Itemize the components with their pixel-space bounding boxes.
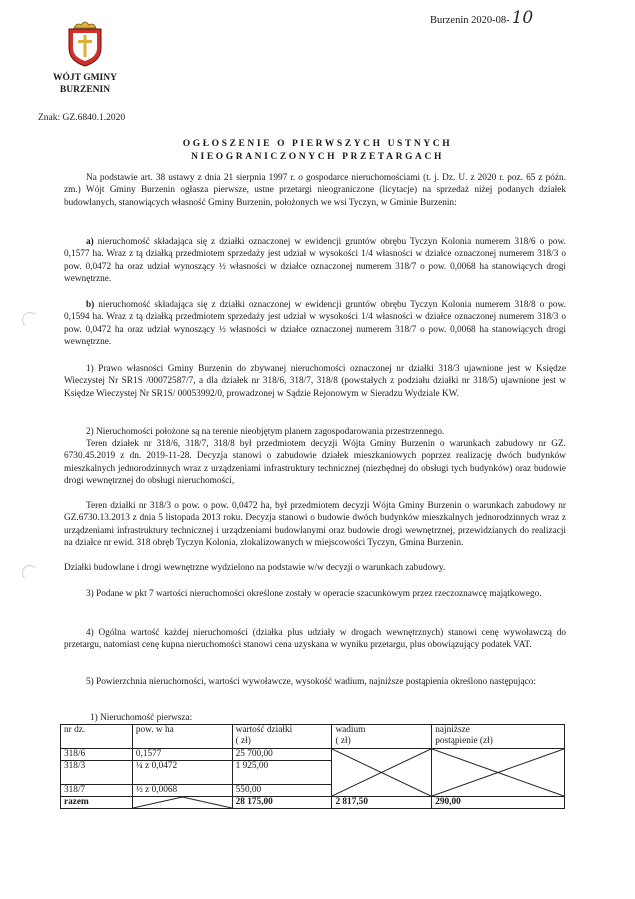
cell-total-value: 28 175,00 [232,797,332,809]
cell-area: 0,1577 [132,749,232,761]
cell-total-min-bid: 290,00 [432,797,565,809]
header-deposit-label: wadium [335,725,366,735]
header-deposit-unit: ( zł) [335,736,351,746]
table-row [61,749,565,761]
cell-value: 25 700,00 [232,749,332,761]
point-2-paragraph-a: Teren działek nr 318/6, 318/7, 318/8 był przedmiotem decyzji Wójta Gminy Burzenin o warunkach zabudowy nr GZ. 6730.45.2019 z dn. 2019-11-28. Decyzja stanowi o zabudowie działek mieszkaniowych poprzez realizację dwóch budynków mieszkalnych jednorodzinnych wraz z urządzeniami infrastruktury technicznej (niezbędnej do obsługi tych budynków) oraz budowie drogi wewnętrznej do obsługi nieruchomości, [64,439,566,487]
crossed-cell-min-bid [432,749,565,797]
office-line-1: WÓJT GMINY [53,73,117,83]
item-b-paragraph [64,299,566,349]
header-deposit [332,725,432,749]
point-3-paragraph: 3) Podane w pkt 7 wartości nieruchomości określone zostały w operacie szacunkowym przez rzeczoznawcę majątkowego. [86,589,542,599]
property-table [60,724,565,809]
point-2-paragraph-c: Działki budowlane i drogi wewnętrzne wydzielono na podstawie w/w decyzji o warunkach zabudowy. [64,563,446,573]
header-value [232,725,332,749]
document-date [430,8,533,28]
issuing-office [30,72,140,96]
item-b-label: b) [86,300,95,310]
reference-number: Znak: GZ.6840.1.2020 [38,113,126,123]
table-caption: 1) Nieruchomość pierwsza: [90,713,193,723]
item-a-paragraph [64,236,566,286]
item-a-label: a) [86,237,94,247]
cell-total-label: razem [61,797,133,809]
punch-hole-mark [22,565,38,581]
header-value-unit: ( zł) [235,736,251,746]
header-plot-number: nr dz. [61,725,133,749]
table-total-row [61,797,565,809]
office-line-2: BURZENIN [59,85,111,95]
point-5-paragraph: 5) Powierzchnia nieruchomości, wartości wywoławcze, wysokość wadium, najniższe postąpienia określono następująco: [86,677,536,687]
cell-area: ¼ z 0,0472 [132,761,232,785]
crossed-cell-total-area [132,797,232,809]
punch-hole-mark [22,312,38,328]
date-printed: Burzenin 2020-08- [430,15,510,26]
item-b-text: nieruchomość składająca się z działki oznaczonej w ewidencji gruntów obrębu Tyczyn Kolonia numerem 318/8 o pow. 0,1594 ha. Wraz z tą działką przedmiotem sprzedaży jest udział w wysokości 1/4 własności w działce oznaczonej numerem 318/3 o pow. 0,0472 ha oraz udział wynoszący ½ własności w działce oznaczonej numerem 318/7 o pow. 0,0068 ha stanowiących drogi wewnętrzne. [64,300,566,348]
header-value-label: wartość działki [235,725,293,735]
intro-paragraph: Na podstawie art. 38 ustawy z dnia 21 sierpnia 1997 r. o gospodarce nieruchomościami (t. j. Dz. U. z 2020 r. poz. 65 z późn. zm.) Wójt Gminy Burzenin ogłasza pierwsze, ustne przetargi nieograniczone (licytacje) na sprzedaż niżej podanych działek budowlanych, stanowiących własność Gminy Burzenin, położonych we wsi Tyczyn, w Gminie Burzenin: [64,173,566,208]
header-area: pow. w ha [132,725,232,749]
municipal-crest-icon [65,18,105,68]
table-header-row [61,725,565,749]
cell-plot-number: 318/6 [61,749,133,761]
cell-total-deposit: 2 817,50 [332,797,432,809]
point-2-heading: 2) Nieruchomości położone są na terenie nieobjętym planem zagospodarowania przestrzennego. [86,427,445,437]
point-4-paragraph: 4) Ogólna wartość każdej nieruchomości (działka plus udziały w drogach wewnętrznych) stanowi cenę wywoławczą do przetargu, natomiast cenę kupna nieruchomości stanowi cena uzyskana w wyniku przetargu, plus obowiązujący podatek VAT. [64,628,566,651]
announcement-title-line-1: OGŁOSZENIE O PIERWSZYCH USTNYCH [182,139,453,149]
point-1-paragraph: 1) Prawo własności Gminy Burzenin do zbywanej nieruchomości oznaczonej nr działki 318/3 ujawnione jest w Księdze Wieczystej Nr SR1S /00072587/7, a dla działek nr 318/6, 318/7, 318/8 (powstałych z podziału działki nr 318/5) ujawnione jest w Księdze Wieczystej Nr SR1S/ 00053992/0, prowadzonej w Sądzie Rejonowym w Sieradzu Wydziale KW. [64,364,566,399]
cell-plot-number: 318/7 [61,785,133,797]
point-2-paragraph-b: Teren działki nr 318/3 o pow. o pow. 0,0472 ha, był przedmiotem decyzji Wójta Gminy Burzenin o warunkach zabudowy nr GZ.6730.13.2013 z dnia 5 listopada 2013 roku. Decyzja stanowi o budowie dwóch budynków mieszkalnych jednorodzinnych wraz z urządzeniami infrastruktury technicznej i urządzeniami budowlanymi oraz budowie drogi wewnętrznej, przewidzianych do realizacji na działce nr ewid. 318 obręb Tyczyn Kolonia, zlokalizowanych w miejscowości Tyczyn, Gmina Burzenin. [64,501,566,549]
crossed-cell-deposit [332,749,432,797]
cell-area: ½ z 0,0068 [132,785,232,797]
header-min-bid [432,725,565,749]
announcement-title-line-2: NIEOGRANICZONYCH PRZETARGACH [191,152,444,162]
cell-value: 550,00 [232,785,332,797]
cell-value: 1 925,00 [232,761,332,785]
header-min-bid-label: najniższe [435,725,470,735]
header-min-bid-unit: postąpienie (zł) [435,736,493,746]
date-handwritten: 10 [511,8,534,28]
cell-plot-number: 318/3 [61,761,133,785]
item-a-text: nieruchomość składająca się z działki oznaczonej w ewidencji gruntów obrębu Tyczyn Kolonia numerem 318/6 o pow. 0,1577 ha. Wraz z tą działką przedmiotem sprzedaży jest udział w wysokości 1/4 własności w działce oznaczonej numerem 318/3 o pow. 0,0472 ha oraz udział wynoszący ½ własności w działce oznaczonej numerem 318/7 o pow. 0,0068 ha stanowiących drogi wewnętrzne. [64,237,566,285]
